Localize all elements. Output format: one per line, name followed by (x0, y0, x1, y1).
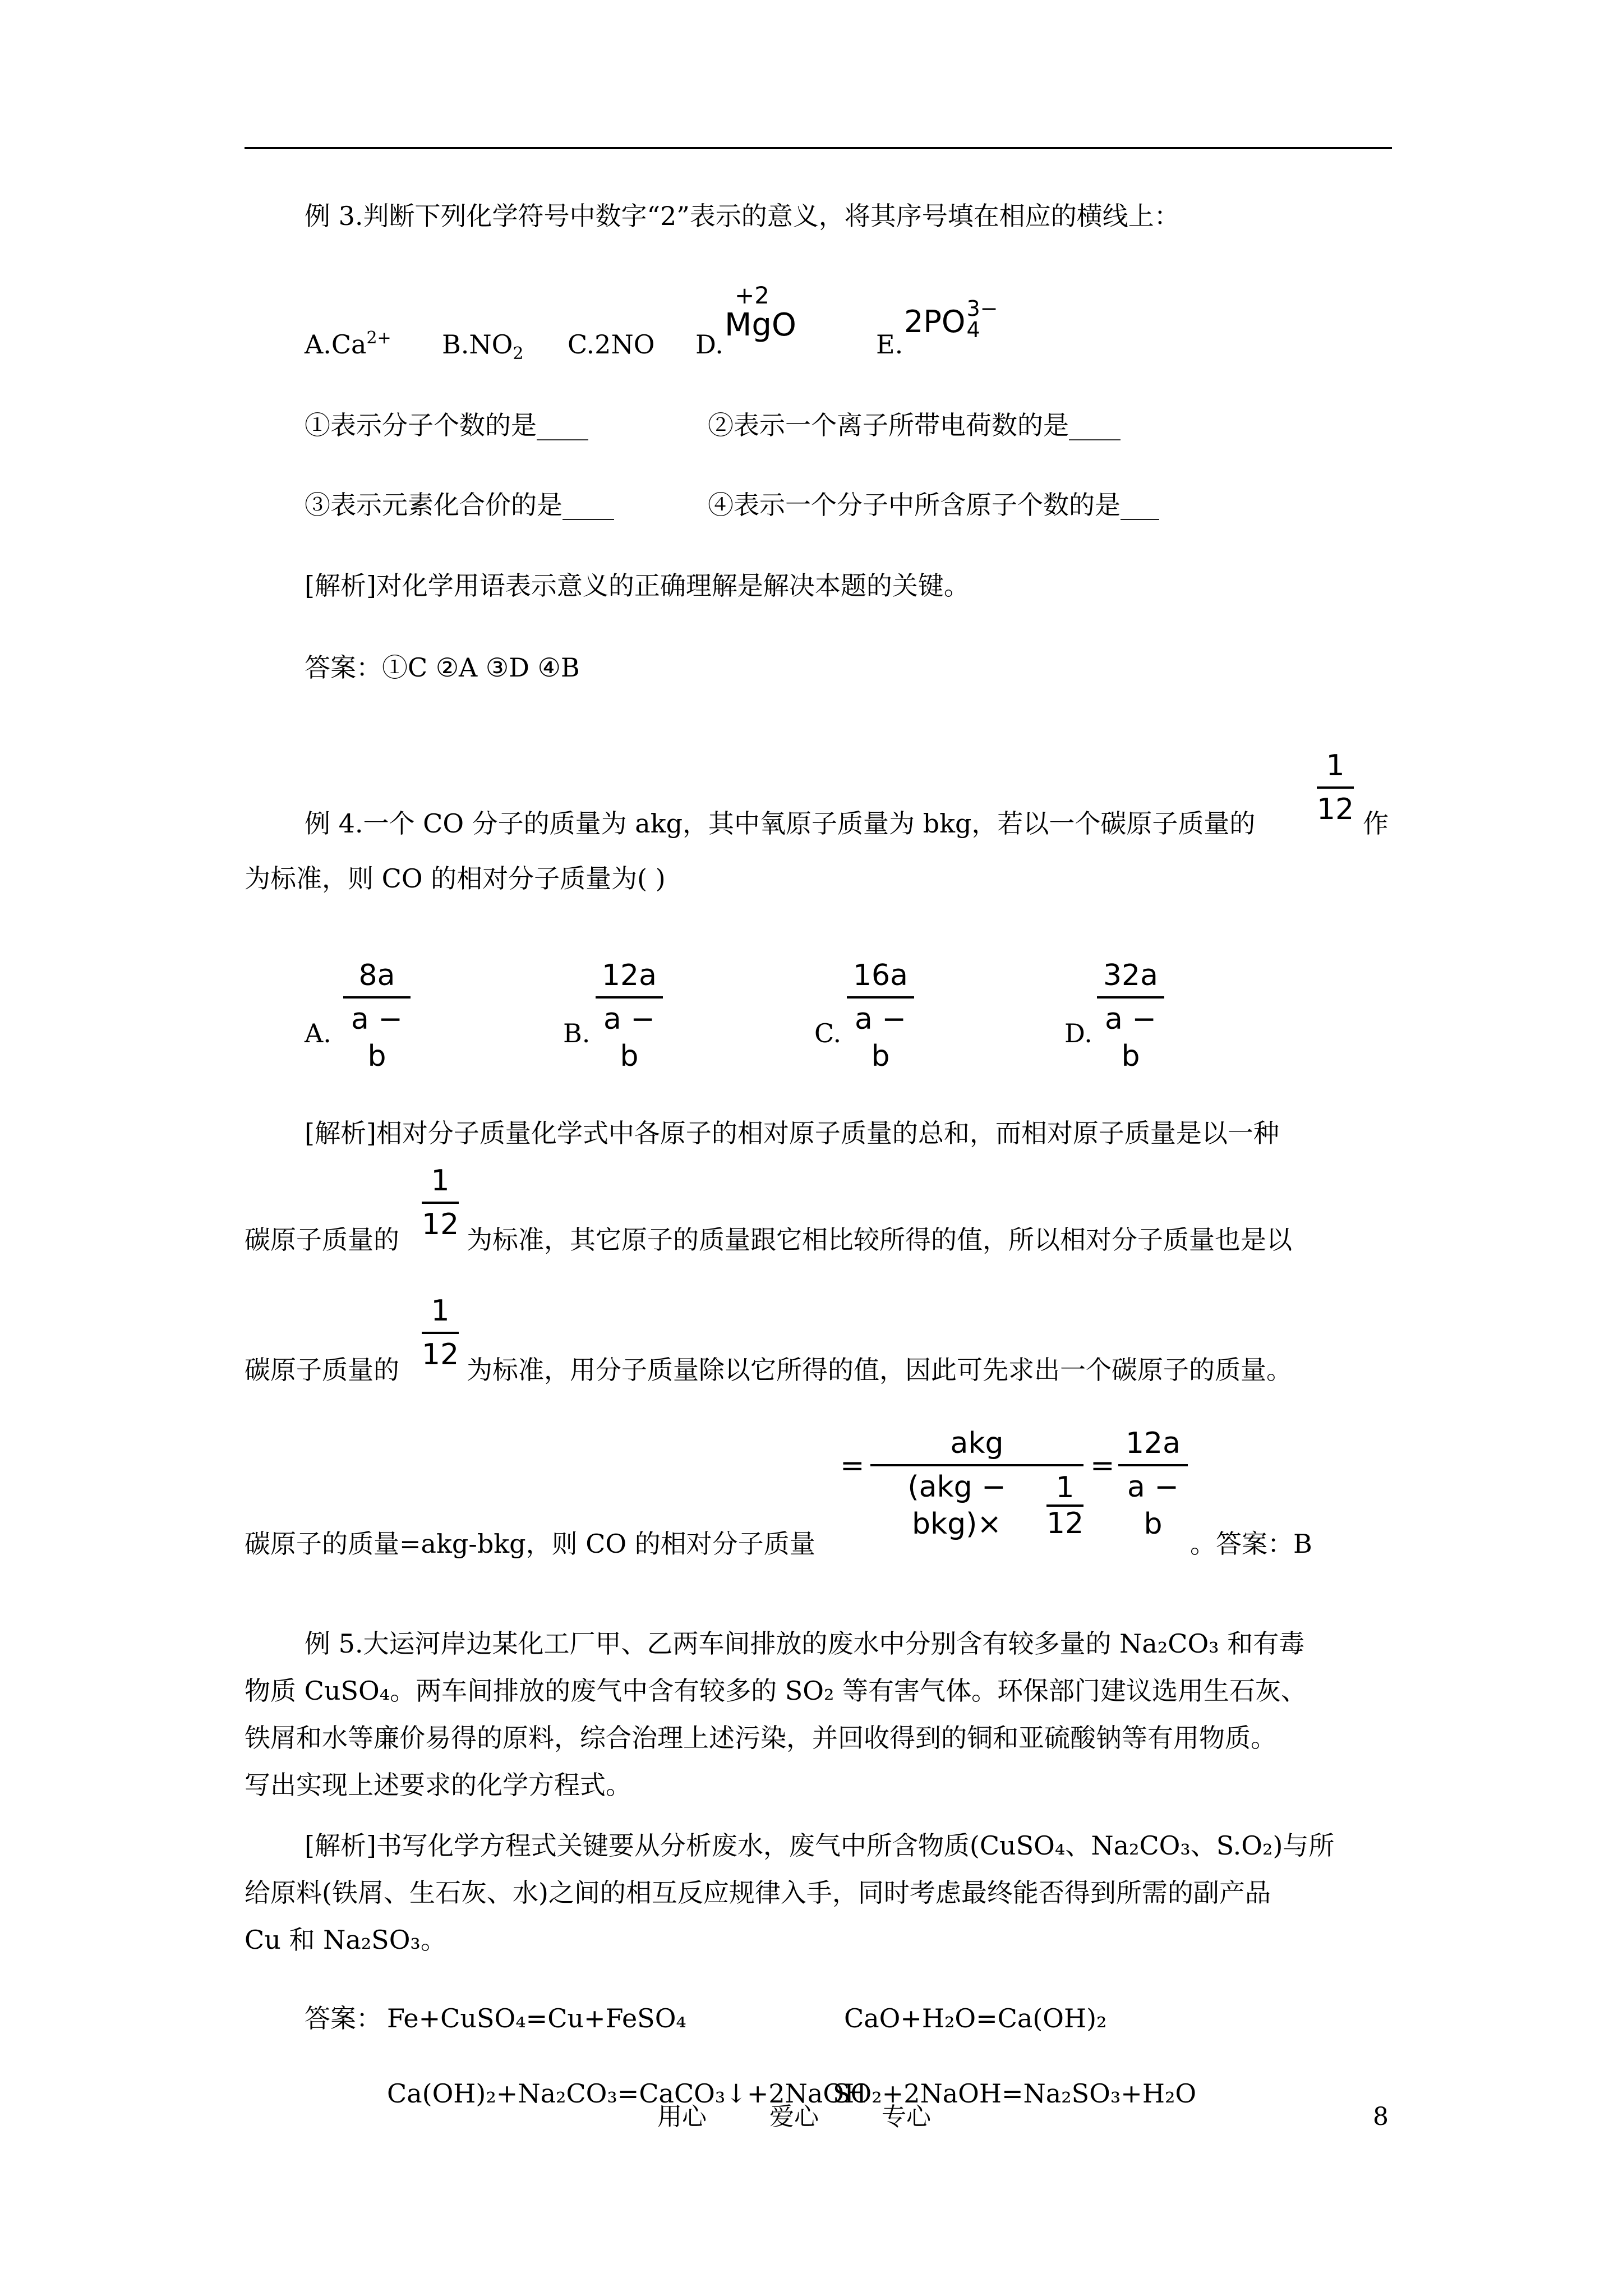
ex4-equation-result-fraction: 12a a − b (1118, 1425, 1188, 1543)
ex4-fraction-one-twelfth: 1 12 (1317, 749, 1354, 826)
header-rule (245, 147, 1392, 149)
ex5-line-4: 写出实现上述要求的化学方程式。 (245, 1770, 631, 1800)
ex4-equation-main-fraction: akg (akg − bkg)× 1 12 (870, 1425, 1083, 1543)
page-number: 8 (1373, 2102, 1389, 2131)
ex4-option-b-label: B. (563, 1018, 591, 1048)
ex4-option-a-label: A. (305, 1018, 331, 1048)
ex4-answer: 。答案：B (1190, 1529, 1312, 1559)
ex4-equation-inner-fraction: 1 12 (1046, 1471, 1084, 1540)
ex4-analysis-line-3-end: 为标准，用分子质量除以它所得的值，因此可先求出一个碳原子的质量。 (467, 1355, 1292, 1385)
ex5-analysis-line-3: Cu 和 Na₂SO₃。 (245, 1925, 446, 1955)
ex3-option-d-formula: MgO (725, 307, 796, 343)
ex5-answer-label: 答案： (305, 2003, 382, 2033)
ex3-question-4: ④表示一个分子中所含原子个数的是___ (708, 490, 1159, 520)
footer-slogan-1: 用心 (657, 2102, 707, 2131)
ex5-analysis-line-2: 给原料(铁屑、生石灰、水)之间的相互反应规律入手，同时考虑最终能否得到所需的副产品 (245, 1878, 1271, 1908)
ex5-equation-3: Ca(OH)₂+Na₂CO₃=CaCO₃↓+2NaOH (387, 2078, 867, 2109)
ex5-equation-4: SO₂+2NaOH=Na₂SO₃+H₂O (833, 2078, 1197, 2109)
ex4-line-1-end: 作 (1363, 808, 1389, 839)
ex4-analysis-line-2-end: 为标准，其它原子的质量跟它相比较所得的值，所以相对分子质量也是以 (467, 1225, 1292, 1255)
ex4-option-c-label: C. (814, 1018, 842, 1048)
ex3-option-c: C.2NO (568, 329, 655, 360)
ex3-option-e-formula: 2PO 3− 4 (904, 296, 998, 342)
ex3-option-d-label: D. (695, 329, 723, 360)
ex4-line-2: 为标准，则 CO 的相对分子质量为( ) (245, 863, 666, 894)
ex5-line-3: 铁屑和水等廉价易得的原料，综合治理上述污染，并回收得到的铜和亚硫酸钠等有用物质。 (245, 1723, 1276, 1753)
ex5-equation-2: CaO+H₂O=Ca(OH)₂ (844, 2003, 1107, 2033)
ex3-answer: 答案：①C ②A ③D ④B (305, 652, 580, 683)
ex5-equation-1: Fe+CuSO₄=Cu+FeSO₄ (387, 2003, 686, 2033)
ex4-analysis-fraction-2: 1 12 (422, 1294, 459, 1372)
ex3-option-a: $A.Ca^{2+}$ (305, 328, 391, 360)
ex4-option-a-fraction: 8a a − b (343, 957, 411, 1075)
ex4-option-c-fraction: 16a a − b (847, 957, 914, 1075)
ex4-option-d-label: D. (1064, 1018, 1092, 1048)
ex5-analysis-line-1: [解析]书写化学方程式关键要从分析废水，废气中所含物质(CuSO₄、Na₂CO₃、S.O₂)与所 (305, 1830, 1335, 1861)
ex5-line-2: 物质 CuSO₄。两车间排放的废气中含有较多的 SO₂ 等有害气体。环保部门建议选用生石灰、 (245, 1676, 1307, 1706)
ex3-title: 例 3.判断下列化学符号中数字“2”表示的意义，将其序号填在相应的横线上： (305, 201, 1180, 231)
footer-slogan-2: 爱心 (769, 2102, 819, 2131)
ex4-analysis-line-1: [解析]相对分子质量化学式中各原子的相对原子质量的总和，而相对原子质量是以一种 (305, 1118, 1279, 1148)
ex4-equation-equals-1: = (840, 1449, 865, 1483)
ex5-line-1: 例 5.大运河岸边某化工厂甲、乙两车间排放的废水中分别含有较多量的 Na₂CO₃ 和有毒 (305, 1628, 1305, 1659)
ex4-analysis-fraction-1: 1 12 (422, 1164, 459, 1241)
ex4-analysis-line-3-start: 碳原子质量的 (245, 1355, 399, 1385)
ex3-option-b: $B.NO_2$ (442, 329, 524, 364)
ex3-option-e-label: E. (876, 329, 903, 360)
ex4-line-1: 例 4.一个 CO 分子的质量为 akg，其中氧原子质量为 bkg，若以一个碳原子质量的 (305, 808, 1256, 839)
ex4-analysis-line-2-start: 碳原子质量的 (245, 1225, 399, 1255)
ex4-option-d-fraction: 32a a − b (1097, 957, 1164, 1075)
ex4-option-b-fraction: 12a a − b (596, 957, 663, 1075)
ex4-equation-equals-2: = (1090, 1449, 1115, 1483)
ex3-question-3: ③表示元素化合价的是____ (305, 490, 614, 520)
ex3-question-2: ②表示一个离子所带电荷数的是____ (708, 410, 1121, 440)
ex3-analysis: [解析]对化学用语表示意义的正确理解是解决本题的关键。 (305, 570, 970, 601)
ex3-option-d-valence: +2 (735, 282, 769, 309)
ex3-question-1: ①表示分子个数的是____ (305, 410, 588, 440)
footer-slogan-3: 专心 (882, 2102, 931, 2131)
ex4-analysis-line-4: 碳原子的质量=akg-bkg，则 CO 的相对分子质量 (245, 1529, 815, 1559)
